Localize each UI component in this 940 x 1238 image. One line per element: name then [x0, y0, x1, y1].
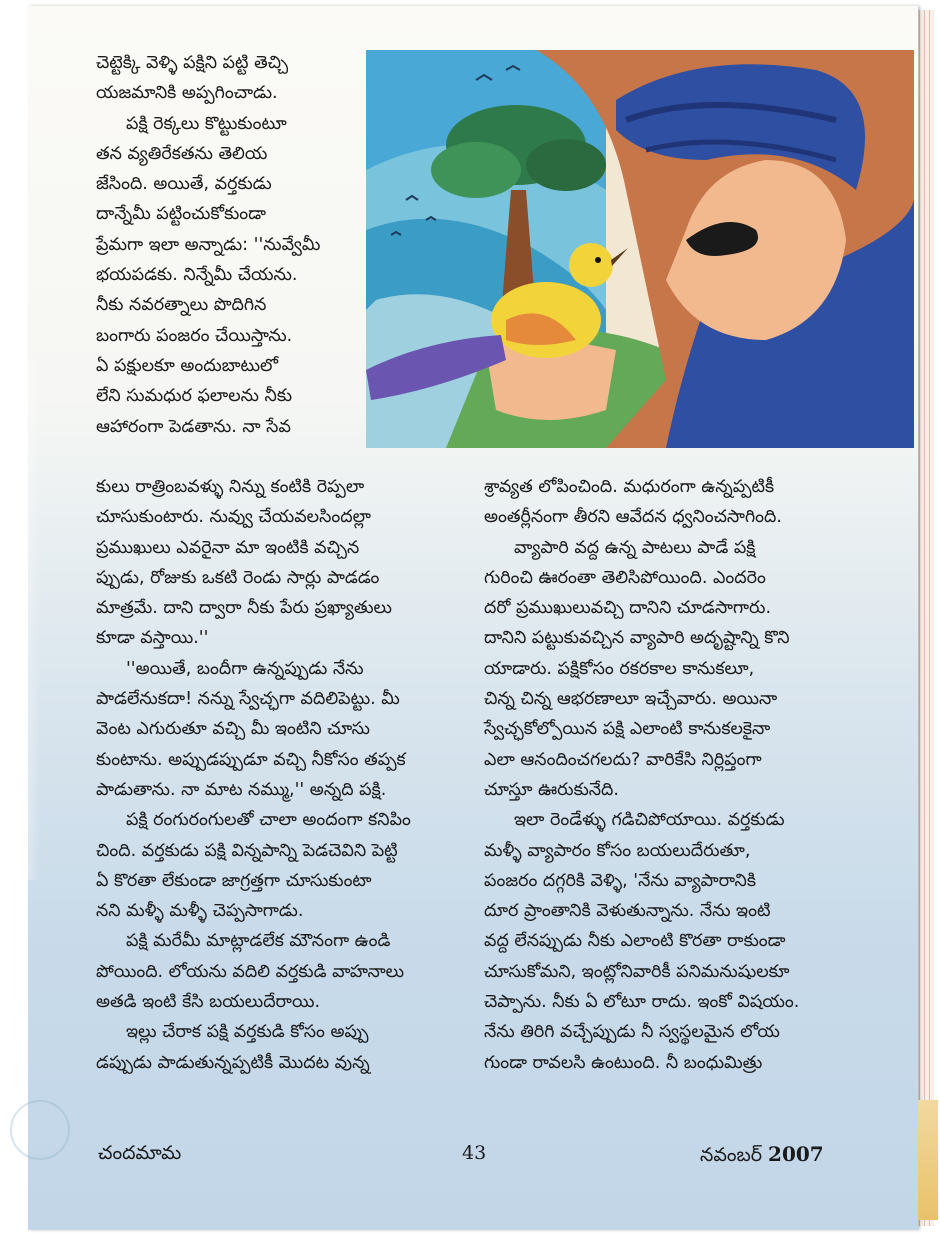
text-line: చెట్టెక్కి వెళ్ళి పక్షిని పట్టి తెచ్చి — [96, 53, 289, 73]
issue-year: 2007 — [768, 1142, 824, 1166]
merchant-and-bird-illustration — [366, 50, 914, 448]
text-line: మాత్రమే. దాని ద్వారా నీకు పేరు ప్రఖ్యాతులు — [96, 598, 392, 619]
paragraph-start: వ్యాపారి వద్ద ఉన్న పాటలు పాడే పక్షి — [514, 537, 756, 558]
text-line: చూసుకోమని, ఇంట్లోనివారికీ పనిమనుషులకూ — [484, 961, 790, 982]
page-number: 43 — [462, 1142, 487, 1164]
text-line: గుండా రావలసి ఉంటుంది. నీ బంధుమిత్రు — [484, 1052, 763, 1073]
text-line: ఆహారంగా పెడతాను. నా సేవ — [96, 416, 291, 437]
page-curl — [0, 360, 40, 880]
text-line: యాడారు. పక్షికోసం రకరకాల కానుకలూ, — [484, 658, 755, 679]
text-line: కులు రాత్రింబవళ్ళు నిన్ను కంటికి రెప్పలా — [96, 477, 365, 497]
paragraph-start: ఇలా రెండేళ్ళు గడిచిపోయాయి. వర్తకుడు — [514, 810, 785, 831]
text-line: నని మళ్ళీ మళ్ళీ చెప్పసాగాడు. — [96, 901, 304, 922]
text-line: పంజరం దగ్గరికి వెళ్ళి, 'నేను వ్యాపారానికి — [484, 870, 756, 891]
text-line: వెంట ఎగురుతూ వచ్చి మీ ఇంటిని చూసు — [96, 719, 370, 740]
text-line: శ్రావ్యత లోపించింది. మధురంగా ఉన్నప్పటికీ — [484, 477, 775, 497]
text-line: ప్పుడు, రోజుకు ఒకటి రెండు సార్లు పాడడం — [96, 567, 380, 588]
text-line: తన వ్యతిరేకతను తెలియ — [96, 143, 268, 164]
text-line: గురించి ఊరంతా తెలిసిపోయింది. ఎందరెం — [484, 567, 766, 588]
text-line: జేసింది. అయితే, వర్తకుడు — [96, 174, 272, 195]
text-line: చూస్తూ ఊరుకునేది. — [484, 779, 619, 800]
text-line: చింది. వర్తకుడు పక్షి విన్నపాన్ని పెడచెవిని పెట్టి — [96, 840, 398, 861]
text-line: నీకు నవరత్నాలు పొదిగిన — [96, 295, 267, 316]
story-illustration — [366, 50, 914, 448]
text-line: ప్రముఖులు ఎవరైనా మా ఇంటికి వచ్చిన — [96, 537, 360, 558]
text-line: కూడా వస్తాయి.'' — [96, 628, 209, 649]
text-line: కుంటాను. అప్పుడప్పుడూ వచ్చి నీకోసం తప్పక — [96, 749, 406, 770]
text-line: వద్ద లేనప్పుడు నీకు ఎలాంటి కొరతా రాకుండా — [484, 931, 786, 952]
text-line: ఏ కొరతా లేకుండా జాగ్రత్తగా చూసుకుంటా — [96, 870, 372, 891]
spine-tag — [918, 1100, 938, 1220]
paragraph-start: పక్షి రెక్కలు కొట్టుకుంటూ — [126, 113, 287, 134]
left-column-text — [96, 472, 462, 1078]
text-line: బంగారు పంజరం చేయిస్తాను. — [96, 325, 293, 346]
paragraph-start: ఇల్లు చేరాక పక్షి వర్తకుడి కోసం అప్పు — [126, 1022, 369, 1043]
text-line: చెప్పాను. నీకు ఏ లోటూ రాదు. ఇంకో విషయం. — [484, 992, 800, 1013]
paragraph-start: పక్షి మరేమీ మాట్లాడలేక మౌనంగా ఉండి — [126, 931, 391, 952]
text-line: లేని సుమధుర ఫలాలను నీకు — [96, 386, 293, 407]
text-line: దూర ప్రాంతానికి వెళుతున్నాను. నేను ఇంటి — [484, 901, 771, 922]
text-line: ఏ పక్షులకూ అందుబాటులో — [96, 355, 279, 376]
text-line: ఎలా ఆనందించగలదు? వారికేసి నిర్లిప్తంగా — [484, 749, 762, 770]
text-line: మళ్ళీ వ్యాపారం కోసం బయలుదేరుతూ, — [484, 840, 751, 861]
text-line: భయపడకు. నిన్నేమీ చేయను. — [96, 265, 298, 286]
text-line: పాడుతాను. నా మాట నమ్ము,'' అన్నది పక్షి. — [96, 779, 387, 800]
text-line: యజమానికి అప్పగించాడు. — [96, 83, 278, 104]
right-column-text — [484, 472, 848, 1078]
text-line: దానిని పట్టుకువచ్చిన వ్యాపారి అదృష్టాన్ని కొని — [484, 628, 790, 649]
ring-stain — [10, 1100, 70, 1160]
text-line: అంతర్లీనంగా తీరని ఆవేదన ధ్వనించసాగింది. — [484, 507, 782, 528]
issue-month: నవంబర్ — [700, 1144, 762, 1166]
magazine-name: చందమామ — [98, 1142, 182, 1164]
text-line: చిన్న చిన్న ఆభరణాలూ ఇచ్చేవారు. అయినా — [484, 689, 778, 710]
text-line: నేను తిరిగి వచ్చేప్పుడు నీ స్వస్థలమైన లోయ — [484, 1022, 780, 1043]
paragraph-start: పక్షి రంగురంగులతో చాలా అందంగా కనిపిం — [126, 810, 411, 831]
issue-date — [700, 1142, 824, 1171]
text-line: చూసుకుంటారు. నువ్వు చేయవలసిందల్లా — [96, 507, 371, 528]
text-line: అతడి ఇంటి కేసి బయలుదేరాయి. — [96, 992, 321, 1013]
text-line: ప్రేమగా ఇలా అన్నాడు: ''నువ్వేమీ — [96, 234, 321, 255]
text-line: స్వేచ్ఛకోల్పోయిన పక్షి ఎలాంటి కానుకలకైనా — [484, 719, 771, 740]
text-line: డప్పుడు పాడుతున్నప్పటికీ మొదట వున్న — [96, 1052, 370, 1073]
left-top-text — [96, 48, 346, 442]
paragraph-start: ''అయితే, బందీగా ఉన్నప్పుడు నేను — [126, 658, 364, 679]
text-line: పోయింది. లోయను వదిలి వర్తకుడి వాహనాలు — [96, 961, 405, 982]
bird-head — [569, 243, 613, 287]
text-line: దరో ప్రముఖులువచ్చి దానిని చూడసాగారు. — [484, 598, 772, 619]
text-line: పాడలేనుకదా! నన్ను స్వేచ్ఛగా వదిలిపెట్టు. మీ — [96, 689, 400, 710]
text-line: దాన్నేమీ పట్టించుకోకుండా — [96, 204, 266, 225]
